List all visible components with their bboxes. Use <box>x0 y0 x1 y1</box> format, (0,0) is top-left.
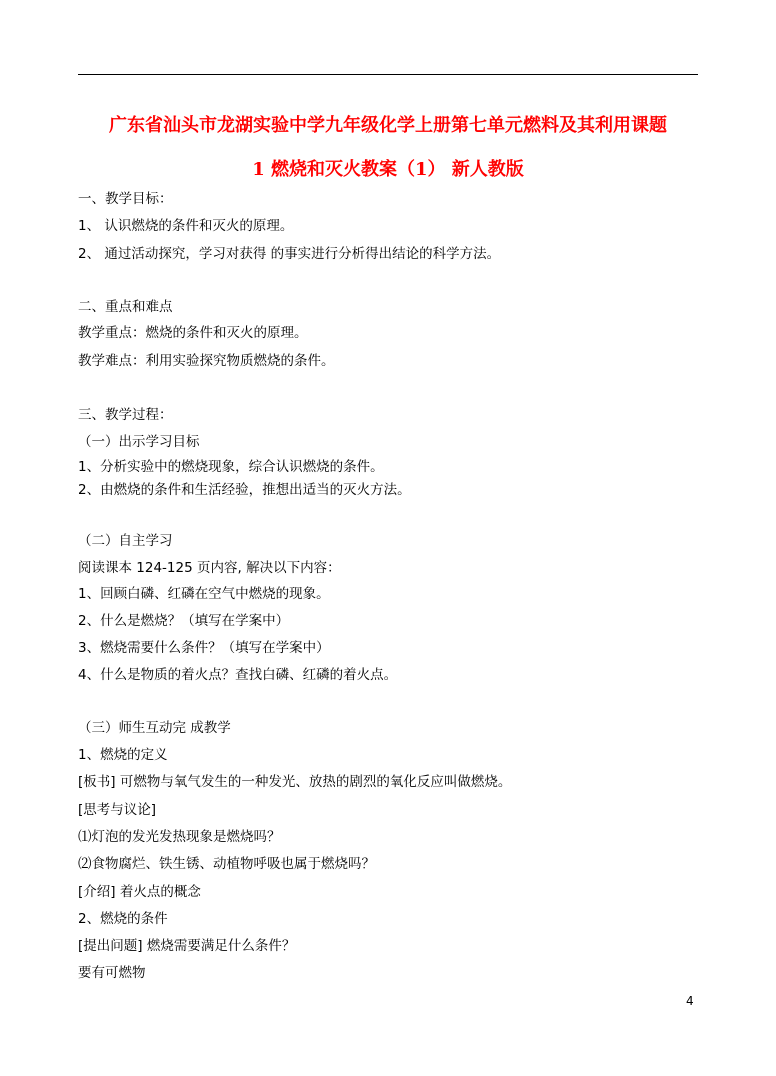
paragraph-line: 教学重点：燃烧的条件和灭火的原理。 <box>78 325 308 341</box>
paragraph-line: 1、燃烧的定义 <box>78 747 168 763</box>
paragraph-line: 2、由燃烧的条件和生活经验，推想出适当的灭火方法。 <box>78 482 411 498</box>
paragraph-line: 要有可燃物 <box>78 965 146 981</box>
paragraph-line: 1、回顾白磷、红磷在空气中燃烧的现象。 <box>78 586 330 602</box>
subsection-heading: （三）师生互动完 成教学 <box>78 720 231 736</box>
paragraph-line: 阅读课本 124-125 页内容, 解决以下内容： <box>78 560 341 576</box>
paragraph-line: 3、燃烧需要什么条件？（填写在学案中） <box>78 640 330 656</box>
page-number: 4 <box>686 994 694 1008</box>
section-heading-key-points: 二、重点和难点 <box>78 299 173 315</box>
paragraph-line: 1、分析实验中的燃烧现象，综合认识燃烧的条件。 <box>78 459 384 475</box>
header-rule <box>78 74 698 75</box>
paragraph-line: [思考与议论] <box>78 802 157 818</box>
section-heading-objectives: 一、教学目标： <box>78 191 173 207</box>
subsection-heading: （一）出示学习目标 <box>78 434 200 450</box>
paragraph-line: 2、 通过活动探究，学习对获得 的事实进行分析得出结论的科学方法。 <box>78 246 501 262</box>
paragraph-line: 教学难点：利用实验探究物质燃烧的条件。 <box>78 353 335 369</box>
document-title-line-2: 1 燃烧和灭火教案（1） 新人教版 <box>252 159 524 180</box>
section-heading-process: 三、教学过程： <box>78 407 173 423</box>
paragraph-line: 2、燃烧的条件 <box>78 911 168 927</box>
subsection-heading: （二）自主学习 <box>78 533 173 549</box>
paragraph-line: ⑵食物腐烂、铁生锈、动植物呼吸也属于燃烧吗？ <box>78 856 375 872</box>
paragraph-line: 1、 认识燃烧的条件和灭火的原理。 <box>78 218 294 234</box>
paragraph-line: [板书] 可燃物与氧气发生的一种发光、放热的剧烈的氧化反应叫做燃烧。 <box>78 774 512 790</box>
paragraph-line: ⑴灯泡的发光发热现象是燃烧吗？ <box>78 829 281 845</box>
document-title-line-1: 广东省汕头市龙湖实验中学九年级化学上册第七单元燃料及其利用课题 <box>109 115 667 136</box>
paragraph-line: [介绍] 着火点的概念 <box>78 884 201 900</box>
paragraph-line: 4、什么是物质的着火点？查找白磷、红磷的着火点。 <box>78 667 398 683</box>
paragraph-line: 2、什么是燃烧？（填写在学案中） <box>78 613 290 629</box>
paragraph-line: [提出问题] 燃烧需要满足什么条件？ <box>78 938 296 954</box>
